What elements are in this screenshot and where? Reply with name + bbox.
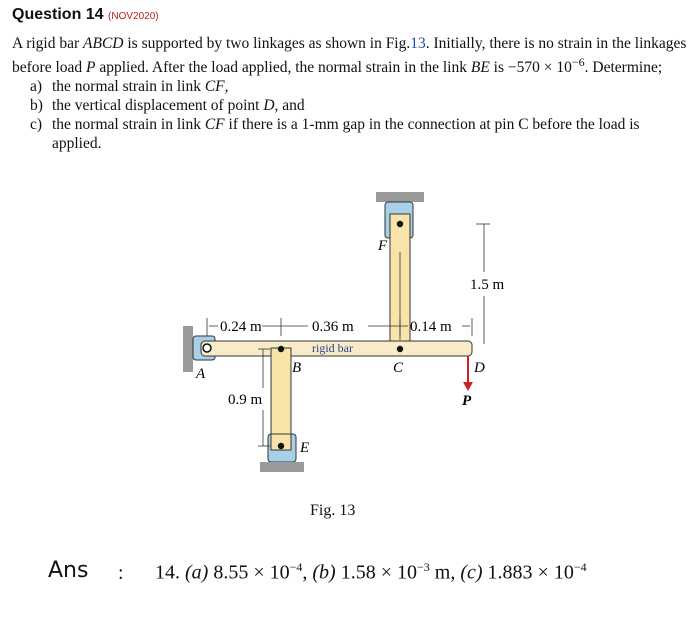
label-rigid-bar: rigid bar [312, 341, 353, 355]
answer-a-exponent: −4 [289, 560, 303, 574]
answer-c-exponent: −4 [573, 560, 587, 574]
label-c: C [393, 360, 404, 376]
label-a: A [196, 366, 206, 382]
label-e: E [300, 440, 310, 456]
pin-c [397, 346, 403, 352]
pin-a [203, 344, 211, 352]
label-d: D [474, 360, 485, 376]
answer-b-value: 1.58 × 10 [335, 561, 417, 584]
bottom-support [260, 462, 304, 472]
intro-text: A rigid bar [12, 35, 84, 52]
pin-b [278, 346, 284, 352]
intro-abcd: ABCD [83, 35, 124, 52]
answer-label: Ans [48, 558, 89, 583]
figure-caption: Fig. 13 [310, 502, 356, 519]
part-rest: , [224, 78, 229, 96]
dim-label-0-36: 0.36 m [312, 319, 354, 335]
part-label: a) [30, 78, 43, 96]
figure-link[interactable]: 13 [410, 35, 426, 52]
answer-b-label: (b) [312, 561, 336, 584]
part-em: D [263, 97, 275, 115]
answer-b-exponent: −3 [417, 560, 430, 574]
answer-colon: : [118, 562, 124, 584]
intro-be: BE [470, 59, 490, 77]
label-b: B [292, 360, 302, 376]
intro-text: is supported by two linkages as shown in Fig. [123, 35, 411, 52]
answer-text [155, 560, 587, 585]
part-rest: , and [274, 97, 305, 115]
top-support [376, 192, 424, 202]
intro-text: . Determine; [584, 59, 663, 77]
part-text: the normal strain in link [52, 78, 205, 96]
intro-exponent: −6 [571, 55, 585, 69]
intro-text: applied. After the load applied, the normal strain in the link [95, 59, 471, 77]
dim-label-0-24: 0.24 m [220, 319, 262, 335]
intro-text: . Initially, there is no strain in the linkages before load [12, 35, 687, 77]
question-number: Question 14 [12, 6, 104, 23]
part-em: CF [204, 116, 225, 134]
answer-b-unit: m, [429, 561, 461, 584]
dim-label-0-9: 0.9 m [228, 392, 263, 408]
label-f: F [378, 238, 388, 254]
answer-a-value: 8.55 × 10 [208, 561, 290, 584]
pin-e [278, 443, 284, 449]
part-text: the normal strain in link [52, 116, 205, 134]
intro-text: is −570 × 10 [489, 59, 572, 77]
answer-separator: , [302, 561, 313, 584]
dim-label-1-5: 1.5 m [470, 277, 505, 293]
label-p: P [462, 393, 472, 409]
answer-number: 14. [155, 561, 185, 584]
part-em: CF [204, 78, 225, 96]
dim-label-0-14: 0.14 m [410, 319, 452, 335]
answer-a-label: (a) [185, 561, 209, 584]
pin-f [397, 221, 403, 227]
part-label: b) [30, 97, 43, 115]
answer-c-value: 1.883 × 10 [482, 561, 574, 584]
wall-support-a [183, 326, 193, 372]
answer-c-label: (c) [460, 561, 483, 584]
part-text: the vertical displacement of point [52, 97, 264, 115]
part-rest: if there is a 1-mm gap in the connection at pin C before the load is applied. [52, 116, 640, 153]
intro-p: P [86, 59, 96, 77]
part-label: c) [30, 116, 43, 134]
load-arrow-head [463, 382, 473, 391]
question-tag: (NOV2020) [108, 11, 159, 22]
